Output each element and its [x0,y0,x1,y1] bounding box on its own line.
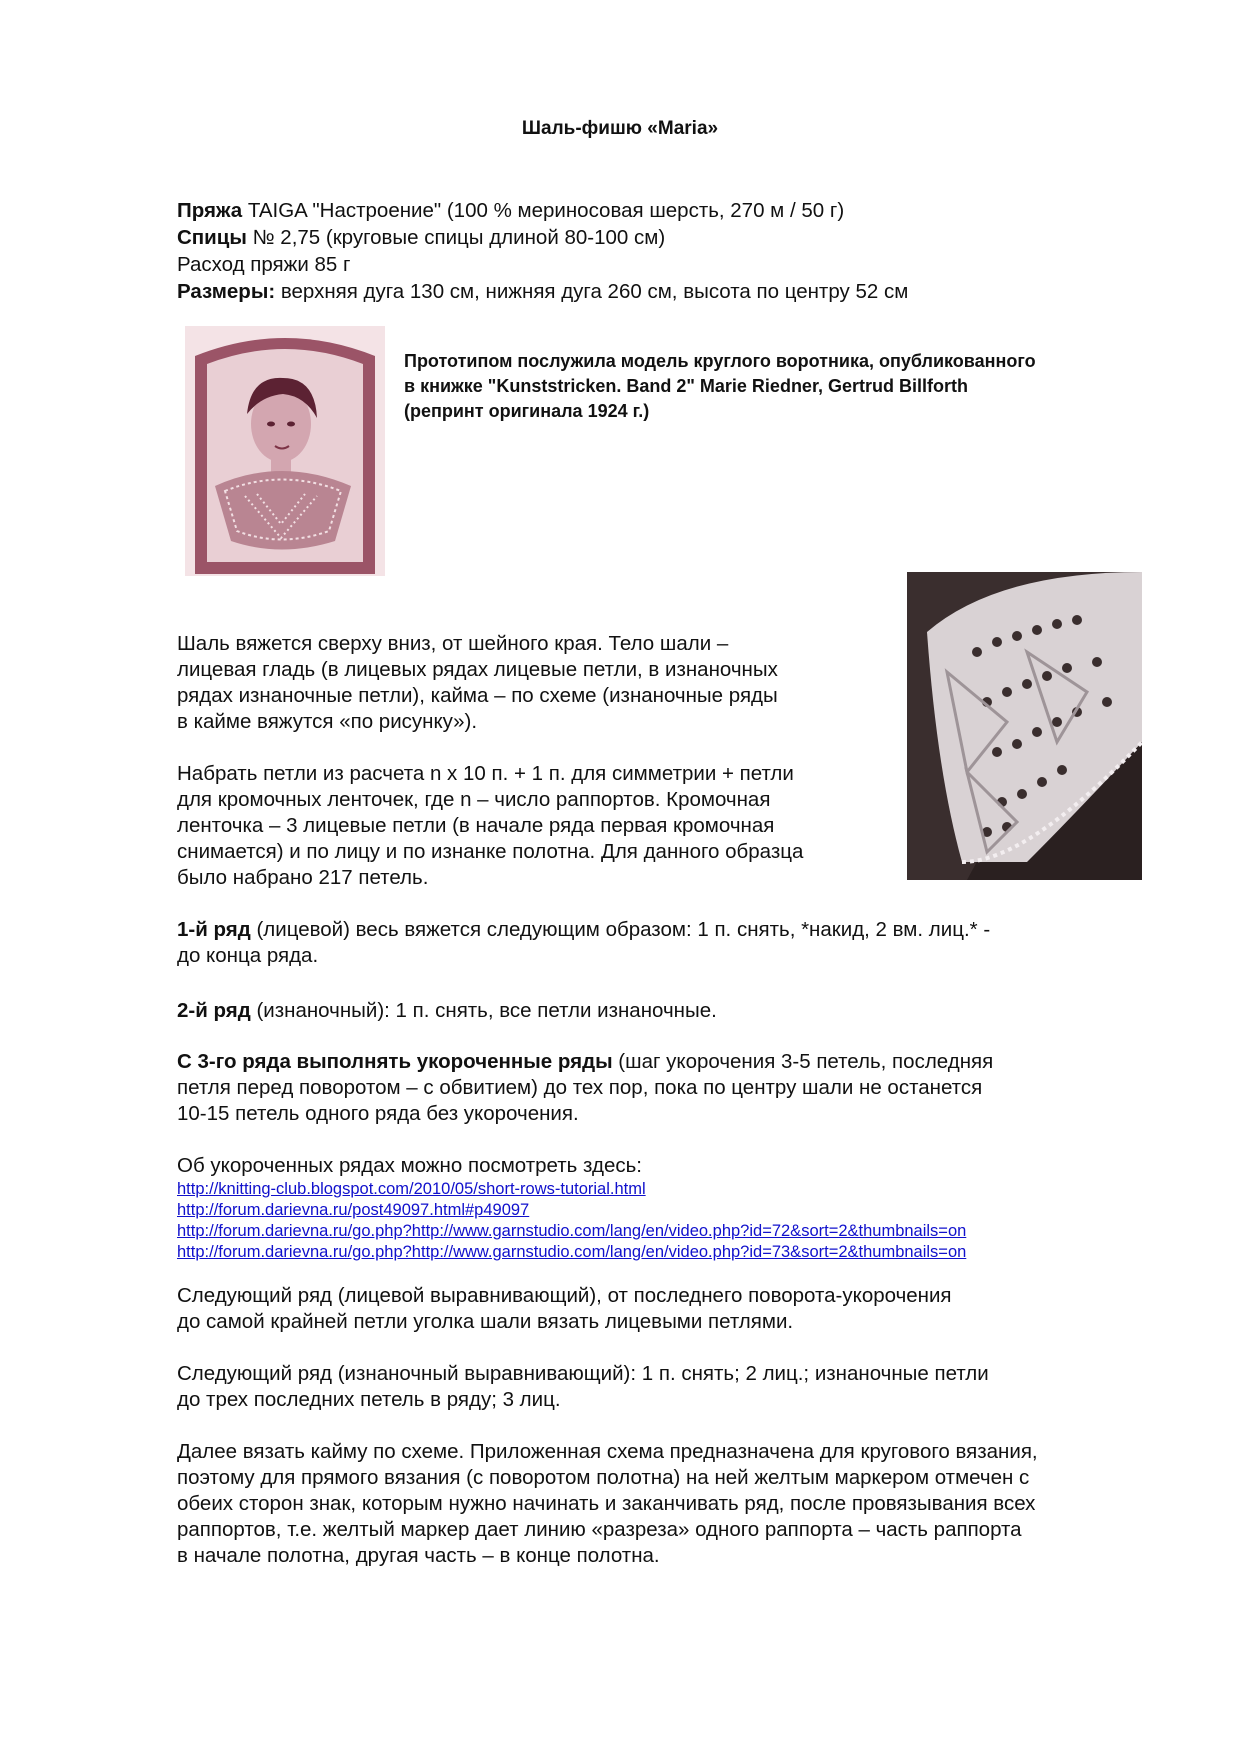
cast-on-paragraph [177,761,803,891]
link-short-rows-tutorial[interactable]: http://knitting-club.blogspot.com/2010/05/short-rows-tutorial.html [177,1180,646,1198]
text-line: рядах изнаночные петли), кайма – по схеме (изнаночные ряды [177,684,778,707]
text-line: лицевая гладь (в лицевых рядах лицевые петли, в изнаночных [177,658,778,681]
text-line: в кайме вяжутся «по рисунку»). [177,710,478,733]
caption-line: в книжке "Kunststricken. Band 2" Marie Riedner, Gertrud Billforth [404,376,968,396]
row-label: С 3-го ряда выполнять укороченные ряды [177,1050,613,1073]
link-forum-post[interactable]: http://forum.darievna.ru/post49097.html#p49097 [177,1201,530,1219]
spec-text: Расход пряжи 85 г [177,253,351,276]
link-garnstudio-video-73[interactable]: http://forum.darievna.ru/go.php?http://www.garnstudio.com/lang/en/video.php?id=73&sort=2&thumbnails=on [177,1243,967,1261]
spec-label: Размеры: [177,280,276,303]
text-line: 10-15 петель одного ряда без укорочения. [177,1102,579,1125]
spec-text: верхняя дуга 130 см, нижняя дуга 260 см, высота по центру 52 см [275,280,909,303]
row-label: 2-й ряд [177,999,251,1022]
row-text: (изнаночный): 1 п. снять, все петли изнаночные. [250,999,717,1022]
vintage-portrait-photo [185,326,385,576]
text-line: Следующий ряд (лицевой выравнивающий), от последнего поворота-укорочения [177,1284,952,1307]
text-line: для кромочных ленточек, где n – число раппортов. Кромочная [177,788,771,811]
intro-paragraph [177,631,778,735]
spec-label: Спицы [177,226,247,249]
text-line: в начале полотна, другая часть – в конце полотна. [177,1544,660,1567]
document-title: Шаль-фишю «Maria» [521,118,719,139]
border-paragraph [177,1439,1038,1569]
text-line: Шаль вяжется сверху вниз, от шейного края. Тело шали – [177,632,729,655]
lace-shawl-photo [907,572,1142,880]
text-line [177,917,990,943]
row-text: (шаг укорочения 3-5 петель, последняя [612,1050,994,1073]
text-line: было набрано 217 петель. [177,866,429,889]
row2-paragraph [177,998,717,1024]
text-line: ленточка – 3 лицевые петли (в начале ряда первая кромочная [177,814,775,837]
spec-sizes [177,278,908,305]
spec-text: № 2,75 (круговые спицы длиной 80-100 см) [246,226,666,249]
text-line: Далее вязать кайму по схеме. Приложенная схема предназначена для кругового вязания, [177,1440,1038,1463]
text-line: до конца ряда. [177,944,319,967]
text-line [177,998,717,1024]
text-line: до трех последних петель в ряду; 3 лиц. [177,1388,561,1411]
text-line [177,1049,993,1075]
text-line: снимается) и по лицу и по изнанке полотна. Для данного образца [177,840,804,863]
spec-text: TAIGA "Настроение" (100 % мериносовая шерсть, 270 м / 50 г) [242,199,845,222]
text-line: петля перед поворотом – с обвитием) до тех пор, пока по центру шали не останется [177,1076,983,1099]
spec-label: Пряжа [177,199,243,222]
row1-paragraph [177,917,990,969]
spec-consumption [177,251,350,278]
text-line: обеих сторон знак, которым нужно начинать и заканчивать ряд, после провязывания всех [177,1492,1036,1515]
spec-yarn [177,197,844,224]
prototype-caption [404,349,1164,424]
row-label: 1-й ряд [177,918,251,941]
text-line: Набрать петли из расчета n x 10 п. + 1 п. для симметрии + петли [177,762,794,785]
spec-needles [177,224,665,251]
caption-line: (репринт оригинала 1924 г.) [404,401,650,421]
links-list [177,1179,966,1263]
text-line: раппортов, т.е. желтый маркер дает линию «разреза» одного раппорта – часть раппорта [177,1518,1022,1541]
next-row-purl-paragraph [177,1361,989,1413]
short-rows-paragraph [177,1049,993,1127]
next-row-knit-paragraph [177,1283,952,1335]
text-line: до самой крайней петли уголка шали вязать лицевыми петлями. [177,1310,794,1333]
link-garnstudio-video-72[interactable]: http://forum.darievna.ru/go.php?http://www.garnstudio.com/lang/en/video.php?id=72&sort=2&thumbnails=on [177,1222,967,1240]
text-line: поэтому для прямого вязания (с поворотом полотна) на ней желтым маркером отмечен с [177,1466,1030,1489]
text-line: Следующий ряд (изнаночный выравнивающий): 1 п. снять; 2 лиц.; изнаночные петли [177,1362,989,1385]
caption-line: Прототипом послужила модель круглого воротника, опубликованного [404,351,1036,371]
row-text: (лицевой) весь вяжется следующим образом: 1 п. снять, *накид, 2 вм. лиц.* - [250,918,991,941]
links-intro: Об укороченных рядах можно посмотреть здесь: [177,1154,642,1177]
